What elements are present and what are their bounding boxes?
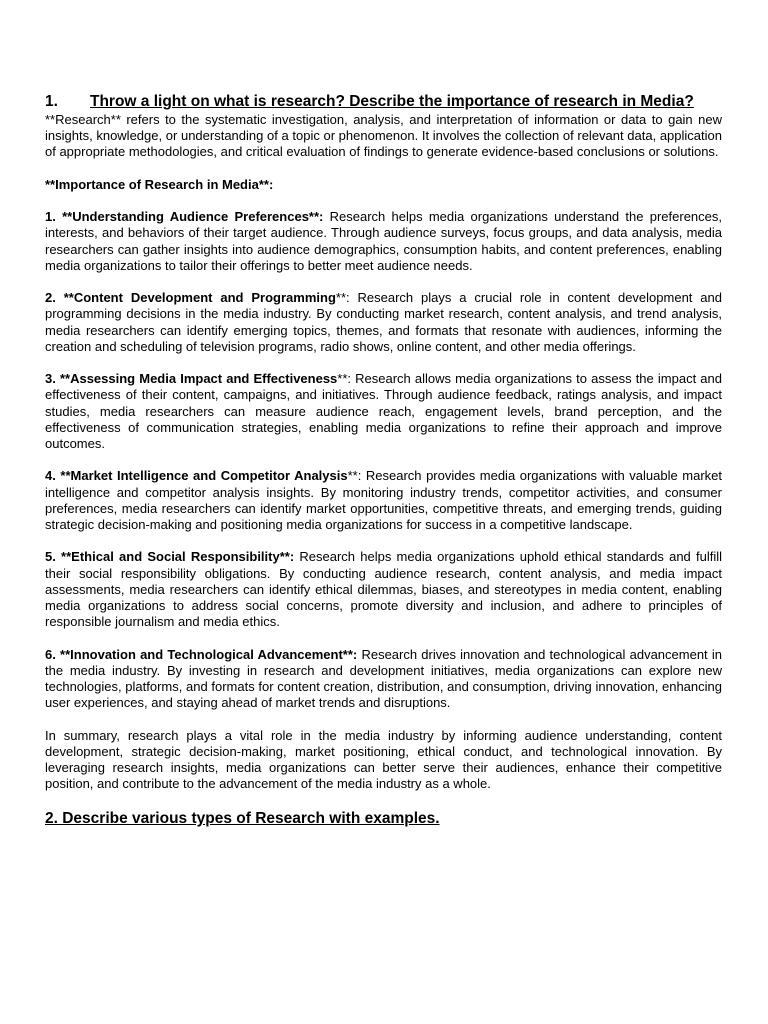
point-text: Research helps media organizations understand the preferences, interests, and behaviors of their target audience. Through audience surveys, focus groups, and data analysis, media researchers can gather insights into audience demographics, consumption habits, and content preferences, enabling media organizations to tailor their offerings to better meet audience needs. xyxy=(45,209,722,273)
question-1-number: 1. xyxy=(45,93,58,110)
point-paragraph xyxy=(45,549,722,630)
point-paragraph xyxy=(45,209,722,274)
point-text: **: Research provides media organizations with valuable market intelligence and competitor analysis insights. By monitoring industry trends, competitor activities, and consumer preferences, media researchers can identify market opportunities, competitive threats, and emerging trends, guiding strategic decision-making and positioning media organizations for success in a competitive landscape. xyxy=(45,468,722,532)
point-label: 3. **Assessing Media Impact and Effectiveness xyxy=(45,371,338,387)
summary-paragraph: In summary, research plays a vital role in the media industry by informing audience understanding, content development, strategic decision-making, market positioning, ethical conduct, and technological innovation. By leveraging research insights, media organizations can better serve their audiences, enhance their competitive position, and contribute to the advancement of the media industry as a whole. xyxy=(45,727,722,792)
intro-paragraph: **Research** refers to the systematic investigation, analysis, and interpretation of information or data to gain new insights, knowledge, or understanding of a topic or phenomenon. It involves the collection of relevant data, application of appropriate methodologies, and critical evaluation of findings to generate evidence-based conclusions or solutions. xyxy=(45,112,722,160)
question-1-title: Throw a light on what is research? Describe the importance of research in Media? xyxy=(90,93,694,110)
point-label: 4. **Market Intelligence and Competitor Analysis xyxy=(45,468,348,484)
point-text: **: Research plays a crucial role in content development and programming decisions in the media industry. By conducting market research, content analysis, and trend analysis, media researchers can identify emerging topics, themes, and formats that resonate with audiences, informing the creation and scheduling of television programs, radio shows, online content, and other media offerings. xyxy=(45,290,722,354)
point-paragraph xyxy=(45,290,722,355)
point-paragraph xyxy=(45,647,722,712)
point-text: Research helps media organizations uphold ethical standards and fulfill their social responsibility obligations. By conducting audience research, content analysis, and media impact assessments, media researchers can identify ethical dilemmas, biases, and stereotypes in media content, enabling media organizations to address social concerns, promote diversity and inclusion, and adhere to principles of responsible journalism and media ethics. xyxy=(45,549,723,630)
importance-heading: **Importance of Research in Media**: xyxy=(45,176,274,192)
point-text: Research drives innovation and technological advancement in the media industry. By investing in research and development initiatives, media organizations can explore new technologies, platforms, and formats for content creation, distribution, and consumption, driving innovation, enhancing user experiences, and staying ahead of market trends and disruptions. xyxy=(45,646,722,711)
point-label: 1. **Understanding Audience Preferences**: xyxy=(45,209,324,225)
point-paragraph xyxy=(45,371,722,452)
point-label: 2. **Content Development and Programming xyxy=(45,290,336,306)
point-paragraph xyxy=(45,468,722,533)
document-page xyxy=(45,92,722,829)
point-label: 5. **Ethical and Social Responsibility**: xyxy=(45,549,295,565)
question-2-heading: 2. Describe various types of Research with examples. xyxy=(45,809,440,827)
point-text: **: Research allows media organizations to assess the impact and effectiveness of their content, campaigns, and initiatives. Through audience feedback, ratings analysis, and impact studies, media researchers can measure audience reach, engagement levels, brand perception, and the effectiveness of communication strategies, enabling media organizations to refine their approach and improve outcomes. xyxy=(45,371,722,451)
question-1-heading xyxy=(45,92,722,112)
point-label: 6. **Innovation and Technological Advancement**: xyxy=(45,646,358,662)
